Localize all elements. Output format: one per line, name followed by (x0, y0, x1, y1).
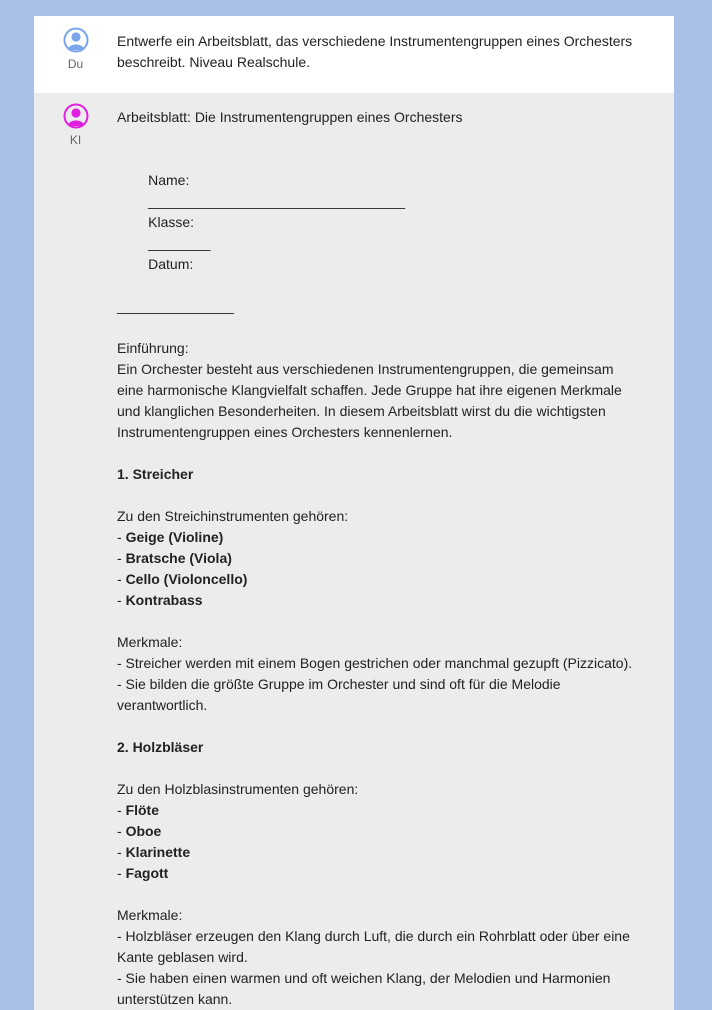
ai-message (34, 93, 674, 1010)
instrument-item: - Klarinette (117, 844, 191, 860)
ai-label: KI (69, 133, 82, 147)
date-blank: _______________ (117, 298, 234, 314)
ai-message-text (117, 93, 639, 1010)
class-label: Klasse: (148, 214, 195, 230)
user-identity (34, 16, 117, 93)
features-heading: Merkmale: (117, 634, 183, 650)
feature-line: unterstützen kann. (117, 991, 233, 1007)
user-message-line: beschreibt. Niveau Realschule. (117, 54, 310, 70)
user-message (34, 16, 674, 93)
user-message-line: Entwerfe ein Arbeitsblatt, das verschiedene Instrumentengruppen eines Orchesters (117, 33, 633, 49)
name-label: Name: (148, 172, 190, 188)
date-label: Datum: (148, 256, 194, 272)
feature-line: - Sie haben einen warmen und oft weichen Klang, der Melodien und Harmonien (117, 970, 611, 986)
instrument-item: - Geige (Violine) (117, 529, 224, 545)
user-avatar-icon (63, 27, 89, 53)
features-heading: Merkmale: (117, 907, 183, 923)
worksheet-title: Arbeitsblatt: Die Instrumentengruppen eines Orchesters (117, 109, 463, 125)
instrument-item: - Oboe (117, 823, 162, 839)
user-label: Du (67, 57, 84, 71)
instrument-item: - Flöte (117, 802, 160, 818)
section-intro: Zu den Holzblasinstrumenten gehören: (117, 781, 359, 797)
feature-line: - Sie bilden die größte Gruppe im Orchester und sind oft für die Melodie (117, 676, 561, 692)
intro-heading: Einführung: (117, 340, 189, 356)
intro-line: Instrumentengruppen eines Orchesters kennenlernen. (117, 424, 453, 440)
feature-line: - Streicher werden mit einem Bogen gestrichen oder manchmal gezupft (Pizzicato). (117, 655, 633, 671)
section-intro: Zu den Streichinstrumenten gehören: (117, 508, 349, 524)
intro-line: eine harmonische Klangvielfalt schaffen. Jede Gruppe hat ihre eigenen Merkmale (117, 382, 622, 398)
feature-line: - Holzbläser erzeugen den Klang durch Luft, die durch ein Rohrblatt oder über eine (117, 928, 630, 944)
section-heading: 1. Streicher (117, 466, 194, 482)
class-blank: ________ (148, 235, 211, 251)
worksheet-form-row (117, 149, 639, 296)
feature-line: verantwortlich. (117, 697, 208, 713)
instrument-item: - Cello (Violoncello) (117, 571, 248, 587)
intro-line: und klanglichen Besonderheiten. In diesem Arbeitsblatt wirst du die wichtigsten (117, 403, 606, 419)
section-heading: 2. Holzbläser (117, 739, 204, 755)
intro-line: Ein Orchester besteht aus verschiedenen Instrumentengruppen, die gemeinsam (117, 361, 614, 377)
chat-panel (34, 16, 674, 1007)
name-blank: _________________________________ (148, 193, 406, 209)
ai-avatar-icon (63, 103, 89, 129)
user-message-text (117, 16, 639, 93)
ai-identity (34, 93, 117, 1010)
instrument-item: - Fagott (117, 865, 169, 881)
instrument-item: - Bratsche (Viola) (117, 550, 232, 566)
feature-line: Kante geblasen wird. (117, 949, 248, 965)
instrument-item: - Kontrabass (117, 592, 203, 608)
